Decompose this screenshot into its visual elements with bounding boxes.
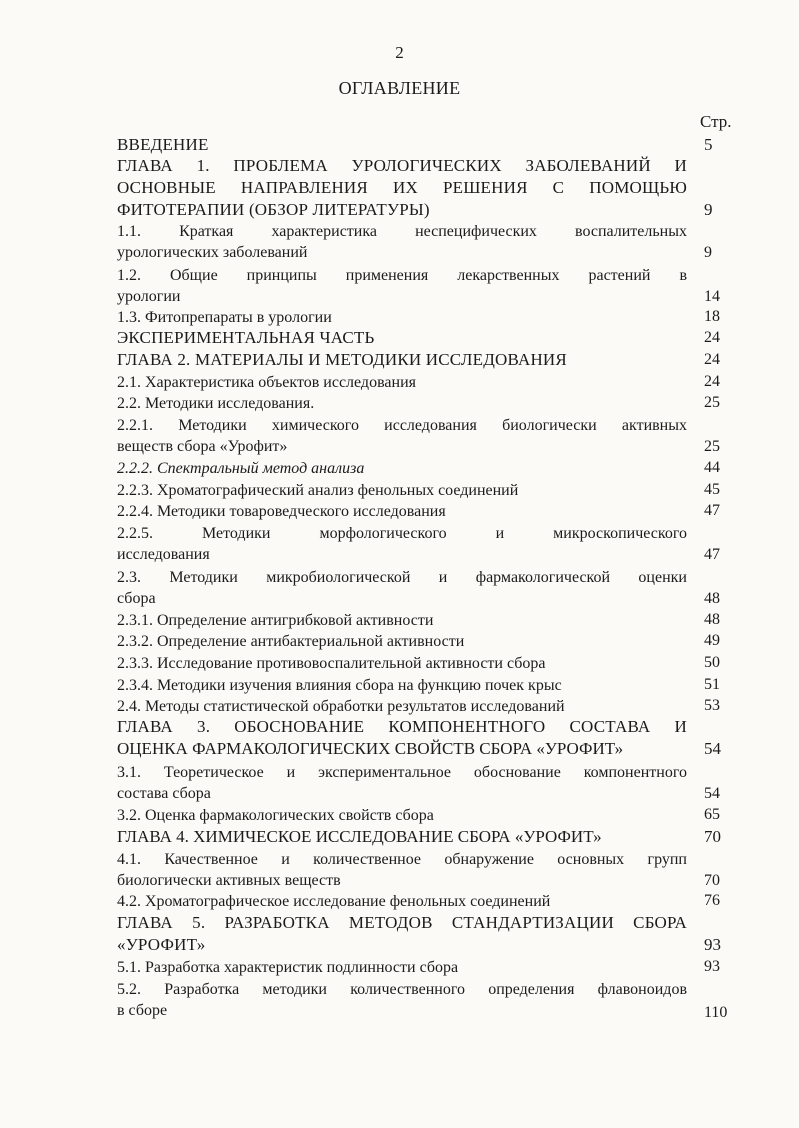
toc-entry-page: 44	[704, 459, 720, 476]
toc-entry-text: 2.2.4. Методики товароведческого исследования	[117, 503, 446, 520]
toc-entry-text: 2.3.4. Методики изучения влияния сбора на функцию почек крыс	[117, 677, 562, 694]
toc-entry[interactable]	[117, 716, 687, 760]
toc-entry-text: ГЛАВА 2. МАТЕРИАЛЫ И МЕТОДИКИ ИССЛЕДОВАНИЯ	[117, 350, 567, 369]
toc-entry[interactable]	[117, 480, 687, 501]
toc-entry-page: 9	[704, 244, 712, 261]
toc-entry-page: 25	[704, 438, 720, 455]
toc-entry-text: 2.2.2. Спектральный метод анализа	[117, 460, 365, 477]
toc-entry-text: 4.2. Хроматографическое исследование фенольных соединений	[117, 893, 551, 910]
toc-entry-page: 65	[704, 806, 720, 823]
toc-entry-page: 49	[704, 632, 720, 649]
toc-entry[interactable]	[117, 610, 687, 631]
toc-entry-text: веществ сбора «Урофит»	[117, 438, 288, 455]
toc-entry[interactable]	[117, 155, 687, 221]
toc-entry[interactable]	[117, 912, 687, 956]
toc-entry-page: 48	[704, 611, 720, 628]
toc-entry[interactable]	[117, 415, 687, 457]
toc-entry[interactable]	[117, 134, 687, 156]
toc-entry[interactable]	[117, 805, 687, 826]
toc-entry-page: 110	[704, 1004, 728, 1021]
toc-entry-page: 53	[704, 697, 720, 714]
toc-entry[interactable]	[117, 826, 687, 848]
toc-entry-page: 24	[704, 373, 720, 390]
toc-entry-text: 1.2. Общие принципы применения лекарственных растений в	[117, 267, 687, 284]
toc-entry[interactable]	[117, 221, 687, 263]
toc-entry-page: 51	[704, 676, 720, 693]
toc-entry[interactable]	[117, 327, 687, 349]
toc-entry-page: 18	[704, 308, 720, 325]
toc-entry-page: 93	[704, 935, 721, 954]
toc-entry[interactable]	[117, 696, 687, 717]
toc-entry-text: 2.3.2. Определение антибактериальной активности	[117, 633, 465, 650]
toc-entry-text: 4.1. Качественное и количественное обнаружение основных групп	[117, 851, 687, 868]
toc-entry-text: ГЛАВА 1. ПРОБЛЕМА УРОЛОГИЧЕСКИХ ЗАБОЛЕВАНИЙ И	[117, 156, 687, 175]
toc-entry[interactable]	[117, 372, 687, 393]
toc-entry[interactable]	[117, 393, 687, 414]
toc-entry-page: 93	[704, 958, 720, 975]
toc-entry[interactable]	[117, 307, 687, 328]
toc-entry[interactable]	[117, 567, 687, 609]
toc-entry-text: исследования	[117, 546, 210, 563]
toc-entry-text: урологии	[117, 288, 181, 305]
toc-entry[interactable]	[117, 265, 687, 307]
toc-entry[interactable]	[117, 849, 687, 891]
toc-entry-text: ЭКСПЕРИМЕНТАЛЬНАЯ ЧАСТЬ	[117, 328, 375, 347]
toc-entry-page: 70	[704, 827, 721, 846]
page-column-header: Стр.	[700, 112, 732, 131]
toc-entry-text: сбора	[117, 590, 156, 607]
toc-entry-text: 2.3.1. Определение антигрибковой активности	[117, 612, 434, 629]
toc-entry-page: 54	[704, 785, 720, 802]
toc-entry-text: состава сбора	[117, 785, 211, 802]
toc-entry-text: урологических заболеваний	[117, 244, 308, 261]
toc-entry-page: 45	[704, 481, 720, 498]
toc-entry-page: 48	[704, 590, 720, 607]
toc-title: ОГЛАВЛЕНИЕ	[338, 78, 461, 98]
toc-entry[interactable]	[117, 458, 687, 479]
toc-entry[interactable]	[117, 653, 687, 674]
toc-entry-text: «УРОФИТ»	[117, 935, 206, 954]
toc-entry-text: 2.2.1. Методики химического исследования биологически активных	[117, 417, 687, 434]
toc-entry-text: 2.3. Методики микробиологической и фармакологической оценки	[117, 569, 687, 586]
toc-entry-page: 24	[704, 329, 720, 346]
toc-entry-page: 14	[704, 288, 720, 305]
toc-entry-text: 1.3. Фитопрепараты в урологии	[117, 309, 332, 326]
toc-entry[interactable]	[117, 631, 687, 652]
toc-entry-page: 47	[704, 502, 720, 519]
toc-entry-text: ГЛАВА 5. РАЗРАБОТКА МЕТОДОВ СТАНДАРТИЗАЦИИ СБОРА	[117, 913, 687, 932]
toc-entry[interactable]	[117, 349, 687, 371]
toc-entry-page: 50	[704, 654, 720, 671]
toc-entry-text: ОЦЕНКА ФАРМАКОЛОГИЧЕСКИХ СВОЙСТВ СБОРА «УРОФИТ»	[117, 739, 624, 758]
toc-entry-text: биологически активных веществ	[117, 872, 341, 889]
toc-entry-page: 70	[704, 872, 720, 889]
toc-entry[interactable]	[117, 523, 687, 565]
toc-entry-text: ГЛАВА 3. ОБОСНОВАНИЕ КОМПОНЕНТНОГО СОСТАВА И	[117, 717, 687, 736]
toc-entry-text: ВВЕДЕНИЕ	[117, 135, 209, 154]
toc-entry[interactable]	[117, 762, 687, 804]
toc-entry-text: ОСНОВНЫЕ НАПРАВЛЕНИЯ ИХ РЕШЕНИЯ С ПОМОЩЬЮ	[117, 178, 687, 197]
toc-entry-text: 3.2. Оценка фармакологических свойств сбора	[117, 807, 434, 824]
toc-entry[interactable]	[117, 501, 687, 522]
toc-entry[interactable]	[117, 979, 687, 1021]
toc-entry-text: 5.2. Разработка методики количественного определения флавоноидов	[117, 981, 687, 998]
toc-entry-text: 3.1. Теоретическое и экспериментальное обоснование компонентного	[117, 764, 687, 781]
toc-entry[interactable]	[117, 891, 687, 912]
toc-entry[interactable]	[117, 957, 687, 978]
toc-entry-page: 25	[704, 394, 720, 411]
toc-entry-text: 5.1. Разработка характеристик подлинности сбора	[117, 959, 459, 976]
toc-entry-text: ГЛАВА 4. ХИМИЧЕСКОЕ ИССЛЕДОВАНИЕ СБОРА «УРОФИТ»	[117, 827, 602, 846]
toc-entry-page: 54	[704, 739, 721, 758]
page-number: 2	[395, 43, 404, 62]
toc-entry-text: 2.2.3. Хроматографический анализ фенольных соединений	[117, 482, 519, 499]
toc-entry-text: 2.1. Характеристика объектов исследования	[117, 374, 416, 391]
toc-entry-page: 9	[704, 200, 713, 219]
toc-entry-text: 2.2. Методики исследования.	[117, 395, 315, 412]
toc-entry-page: 24	[704, 351, 720, 368]
toc-entry-text: 2.4. Методы статистической обработки результатов исследований	[117, 698, 565, 715]
toc-entry-page: 47	[704, 546, 720, 563]
toc-entry-text: 2.2.5. Методики морфологического и микроскопического	[117, 525, 687, 542]
toc-entry-page: 5	[704, 135, 713, 154]
toc-entry-text: ФИТОТЕРАПИИ (ОБЗОР ЛИТЕРАТУРЫ)	[117, 200, 430, 219]
toc-entry-page: 76	[704, 892, 720, 909]
toc-entry[interactable]	[117, 675, 687, 696]
toc-entry-text: 1.1. Краткая характеристика неспецифических воспалительных	[117, 223, 687, 240]
toc-entry-text: 2.3.3. Исследование противовоспалительной активности сбора	[117, 655, 546, 672]
toc-entry-text: в сборе	[117, 1002, 168, 1019]
